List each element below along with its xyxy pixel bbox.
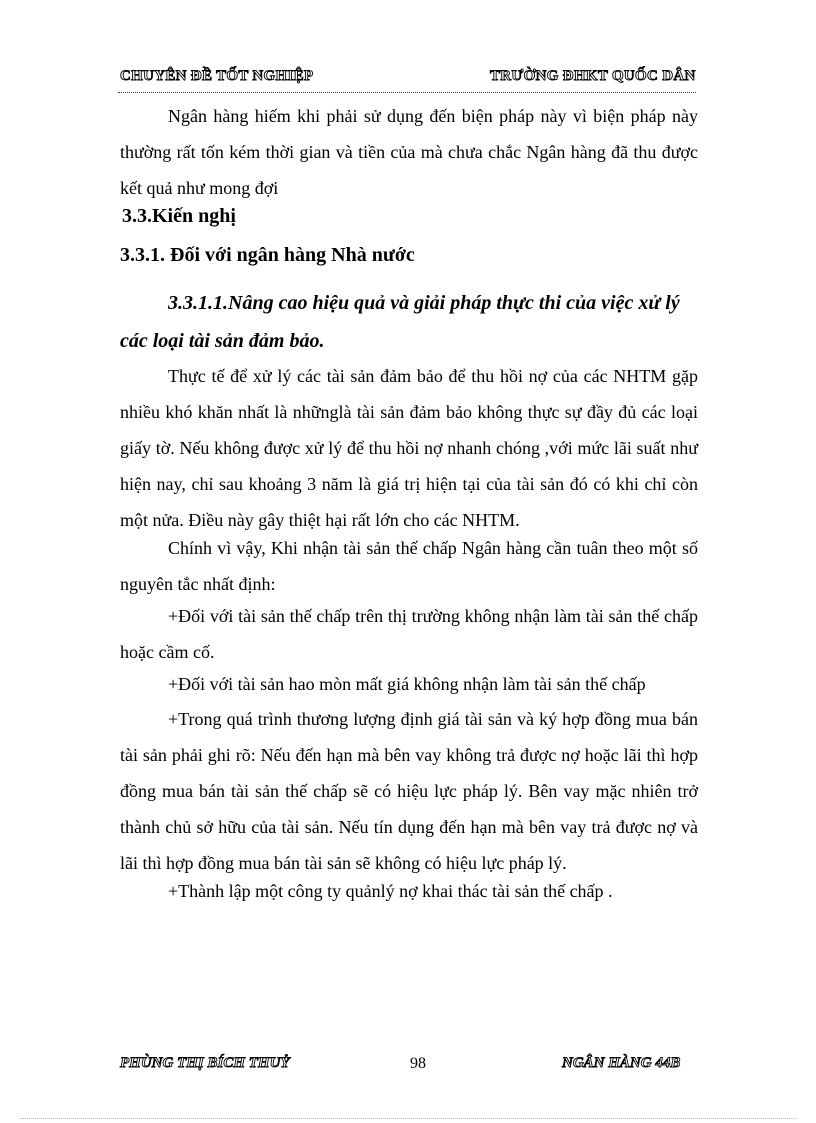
- footer-class: NGÂN HÀNG 44B: [562, 1055, 681, 1071]
- section-heading: 3.3.Kiến nghị: [122, 205, 236, 227]
- subsubsection-heading: 3.3.1.1.Nâng cao hiệu quả và giải pháp thực thi của việc xử lý các loại tài sản đảm bảo.: [120, 292, 680, 352]
- footer-author: PHÙNG THỊ BÍCH THUỶ: [120, 1055, 290, 1071]
- header-divider: [118, 92, 696, 93]
- page-bottom-divider: [20, 1118, 796, 1119]
- header-course-title: CHUYÊN ĐỀ TỐT NGHIỆP: [120, 68, 314, 84]
- subsection-heading: 3.3.1. Đối với ngân hàng Nhà nước: [120, 244, 415, 266]
- header-university: TRƯỜNG ĐHKT QUỐC DÂN: [490, 68, 696, 84]
- paragraph-rule-2: +Đối với tài sản hao mòn mất giá không nhận làm tài sản thế chấp: [168, 674, 646, 694]
- paragraph-reality: Thực tế để xử lý các tài sản đảm bảo để thu hồi nợ của các NHTM gặp nhiều khó khăn nhất là nhữnglà tài sản đảm bảo không thực sự đầy đủ các loại giấy tờ. Nếu không được xử lý để thu hồi nợ nhanh chóng ,với mức lãi suất như hiện nay, chỉ sau khoảng 3 năm là giá trị hiện tại của tài sản đó có khi chỉ còn một nửa. Điều này gây thiệt hại rất lớn cho các NHTM.: [120, 366, 698, 530]
- paragraph-intro: Ngân hàng hiếm khi phải sử dụng đến biện pháp này vì biện pháp này thường rất tốn kém thời gian và tiền của mà chưa chắc Ngân hàng đã thu được kết quả như mong đợi: [120, 106, 698, 198]
- page-number: 98: [410, 1055, 426, 1072]
- paragraph-rule-3: +Trong quá trình thương lượng định giá tài sản và ký hợp đồng mua bán tài sản phải ghi rõ: Nếu đến hạn mà bên vay không trả được nợ hoặc lãi thì hợp đồng mua bán tài sản thế chấp sẽ có hiệu lực pháp lý. Bên vay mặc nhiên trở thành chủ sở hữu của tài sản. Nếu tín dụng đến hạn mà bên vay trả được nợ và lãi thì hợp đồng mua bán tài sản sẽ không có hiệu lực pháp lý.: [120, 709, 698, 873]
- paragraph-rule-1: +Đối với tài sản thế chấp trên thị trường không nhận làm tài sản thế chấp hoặc cầm cố.: [120, 606, 698, 662]
- paragraph-principles: Chính vì vậy, Khi nhận tài sản thế chấp Ngân hàng cần tuân theo một số nguyên tắc nhất định:: [120, 538, 698, 594]
- paragraph-rule-4: +Thành lập một công ty quảnlý nợ khai thác tài sản thế chấp .: [168, 881, 613, 901]
